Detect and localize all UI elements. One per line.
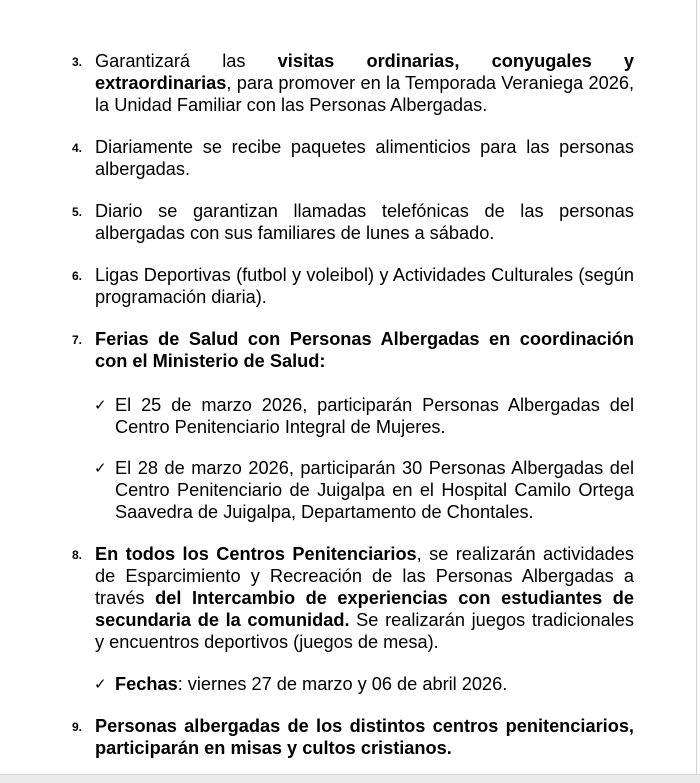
list-number: 8.: [72, 548, 83, 562]
item-text: Diario se garantizan llamadas telefónicas de las personas albergadas con sus familiares de lunes a sábado.: [95, 201, 634, 243]
item-text-bold: visitas ordinarias, conyugales y extraordinarias: [95, 51, 635, 93]
list-number: 3.: [72, 55, 83, 69]
item-text: , para promover en la Temporada Veraniega 2026, la Unidad Familiar con las Personas Albergadas.: [95, 73, 634, 115]
item-text-bold: Ferias de Salud con Personas Albergadas en coordinación con el Ministerio de Salud:: [95, 329, 634, 371]
item-text: Diariamente se recibe paquetes alimenticios para las personas albergadas.: [95, 137, 634, 179]
item-text: El 28 de marzo 2026, participarán 30 Personas Albergadas del Centro Penitenciario de Juigalpa en el Hospital Camilo Ortega Saavedra de Juigalpa, Departamento de Chontales.: [115, 458, 634, 522]
list-item: [95, 328, 634, 372]
checkmark-icon: ✓: [94, 676, 107, 693]
list-number: 6.: [72, 269, 83, 283]
list-item: [95, 200, 634, 244]
list-item: [95, 264, 634, 308]
check-list-item: [115, 457, 634, 523]
item-text: Garantizará las: [95, 51, 278, 71]
item-text: : viernes 27 de marzo y 06 de abril 2026.: [177, 674, 508, 694]
item-text: El 25 de marzo 2026, participarán Personas Albergadas del Centro Penitenciario Integral de Mujeres.: [115, 395, 634, 437]
item-text-bold: En todos los Centros Penitenciarios: [95, 544, 417, 564]
list-number: 7.: [72, 333, 83, 347]
item-text: , se realizarán actividades de Esparcimiento y Recreación de las Personas Albergadas a través: [95, 544, 634, 608]
item-text: Se realizarán juegos tradicionales y encuentros deportivos (juegos de mesa).: [95, 610, 634, 652]
check-list-item: [115, 394, 634, 438]
list-number: 4.: [72, 141, 83, 155]
list-item: [95, 136, 634, 180]
list-item: [95, 543, 634, 653]
item-text-bold: del Intercambio de experiencias con estudiantes de secundaria de la comunidad.: [95, 588, 634, 630]
list-number: 5.: [72, 205, 83, 219]
list-number: 9.: [72, 720, 83, 734]
checkmark-icon: ✓: [94, 397, 107, 414]
item-text-bold: Personas albergadas de los distintos centros penitenciarios, participarán en misas y cultos cristianos.: [95, 716, 634, 758]
checkmark-icon: ✓: [94, 460, 107, 477]
item-text: Ligas Deportivas (futbol y voleibol) y Actividades Culturales (según programación diaria).: [95, 265, 634, 307]
check-list-item: [115, 673, 634, 695]
list-item: [95, 50, 634, 116]
page-edge-right: [696, 0, 697, 782]
item-text-bold: Fechas: [115, 674, 178, 694]
list-item: [95, 715, 634, 759]
